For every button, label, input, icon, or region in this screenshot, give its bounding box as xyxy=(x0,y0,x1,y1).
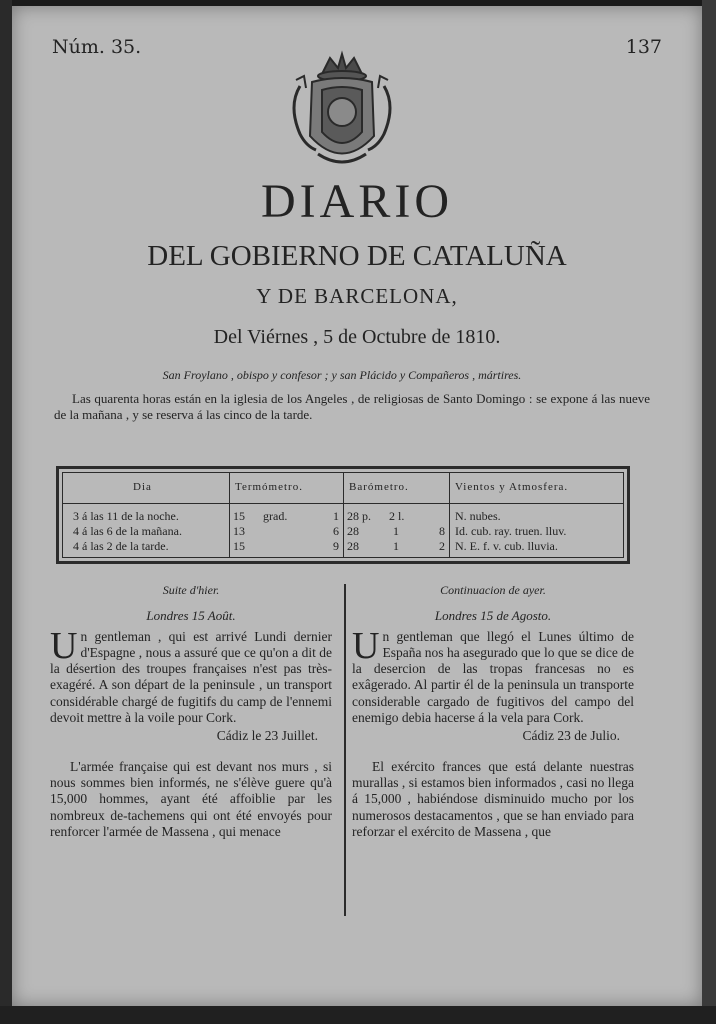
weather-row-2-vientos: Id. cub. ray. truen. lluv. xyxy=(455,524,567,538)
masthead-subtitle: DEL GOBIERNO DE CATALUÑA xyxy=(147,240,567,272)
weather-row-3-bar-lines: 1 xyxy=(393,539,399,553)
forty-hours-notice: Las quarenta horas están en la iglesia de los Angeles , de religiosas de Santo Domingo : se expone á las nueve de la mañana , y se reserva á las cinco de la tarde. xyxy=(54,391,650,422)
french-paragraph-1-text: n gentleman , qui est arrivé Lundi dernier d'Espagne , nous a assuré que ce qu'on a dit de la désertion des troupes françaises n'est pas très-exagéré. A son départ de la peninsule , un transport considérable chargé de fugitifs du camp de l'ennemi devoit mettre à la voile pour Cork. xyxy=(50,628,332,726)
spanish-dateline-london: Londres 15 de Agosto. xyxy=(434,608,552,624)
french-paragraph-2: L'armée française qui est devant nos murs , si nous sommes bien informés, ne s'élève guere qu'à 15,000 hommes, ayant été affoiblie par les nombreux de-tachemens qui ont été envoyés pour renforcer l'armée de Massena , qui menace xyxy=(50,758,332,839)
weather-header-barometro: Barómetro. xyxy=(349,481,409,493)
masthead-title: DIARIO xyxy=(261,175,453,228)
weather-row-3-term: 15 xyxy=(233,539,245,553)
issue-date: Del Viérnes , 5 de Octubre de 1810. xyxy=(213,326,501,348)
weather-row-2-term: 13 xyxy=(233,524,245,538)
weather-row-2-bar: 28 xyxy=(347,524,359,538)
weather-row-2-term-frac: 6 xyxy=(333,524,339,538)
saints-of-the-day: San Froylano , obispo y confesor ; y san Plácido y Compañeros , mártires. xyxy=(162,368,522,382)
newspaper-page xyxy=(12,6,702,1006)
weather-header-separator xyxy=(63,503,623,504)
issue-number: Núm. 35. xyxy=(52,36,142,58)
weather-row-3-bar-frac: 2 xyxy=(439,539,445,553)
weather-row-2-bar-frac: 8 xyxy=(439,524,445,538)
page-bottom-edge xyxy=(0,1006,716,1024)
weather-row-1-bar-lines: 2 l. xyxy=(389,509,405,523)
weather-row-1-bar: 28 p. xyxy=(347,509,371,523)
royal-coat-of-arms-emblem xyxy=(282,46,402,176)
spanish-paragraph-2: El exército frances que está delante nuestras murallas , si estamos bien informados , casi no llega á 15,000 , habiéndose disminuido mucho por los numerosos destacamentos , que se han enviado para reforzar el exército de Massena , que xyxy=(352,758,634,839)
weather-row-2-dia: 4 á las 6 de la mañana. xyxy=(73,524,182,538)
french-dateline-cadiz: Cádiz le 23 Juillet. xyxy=(216,728,318,744)
spanish-dropcap: U xyxy=(352,624,380,667)
weather-header-vientos: Vientos y Atmosfera. xyxy=(455,481,569,493)
spanish-continuation-heading: Continuacion de ayer. xyxy=(440,583,546,597)
spanish-column xyxy=(352,582,634,840)
weather-header-dia: Dia xyxy=(133,481,152,493)
column-divider xyxy=(344,584,346,916)
french-continuation-heading: Suite d'hier. xyxy=(162,583,220,597)
weather-row-3-vientos: N. E. f. v. cub. lluvia. xyxy=(455,539,558,553)
masthead-subtitle-2: Y DE BARCELONA, xyxy=(256,284,458,308)
book-spine xyxy=(0,0,12,1024)
french-paragraph-1 xyxy=(50,624,332,727)
spanish-paragraph-1 xyxy=(352,624,634,727)
weather-row-1-term-unit: grad. xyxy=(263,509,288,523)
weather-row-2-bar-lines: 1 xyxy=(393,524,399,538)
french-column xyxy=(50,582,332,840)
weather-row-1-term-frac: 1 xyxy=(333,509,339,523)
weather-row-1-term: 15 xyxy=(233,509,245,523)
french-dropcap: U xyxy=(50,624,78,667)
page-number: 137 xyxy=(625,36,662,58)
weather-row-3-term-frac: 9 xyxy=(333,539,339,553)
spanish-paragraph-1-text: n gentleman que llegó el Lunes último de España nos ha asegurado que lo que se dice de la desercion de las tropas francesas no es exâgerado. Al partir él de la peninsula un transporte considerable cargado de fugitivos del campo del enemigo debia hacerse á la vela para Cork. xyxy=(352,628,634,726)
weather-header-termometro: Termómetro. xyxy=(235,481,303,493)
weather-row-1-vientos: N. nubes. xyxy=(455,509,501,523)
weather-table xyxy=(56,466,630,564)
page-edge xyxy=(702,0,716,1024)
weather-row-1-dia: 3 á las 11 de la noche. xyxy=(73,509,179,523)
weather-row-3-dia: 4 á las 2 de la tarde. xyxy=(73,539,169,553)
weather-row-3-bar: 28 xyxy=(347,539,359,553)
spanish-dateline-cadiz: Cádiz 23 de Julio. xyxy=(522,728,620,744)
french-dateline-london: Londres 15 Août. xyxy=(146,608,236,624)
